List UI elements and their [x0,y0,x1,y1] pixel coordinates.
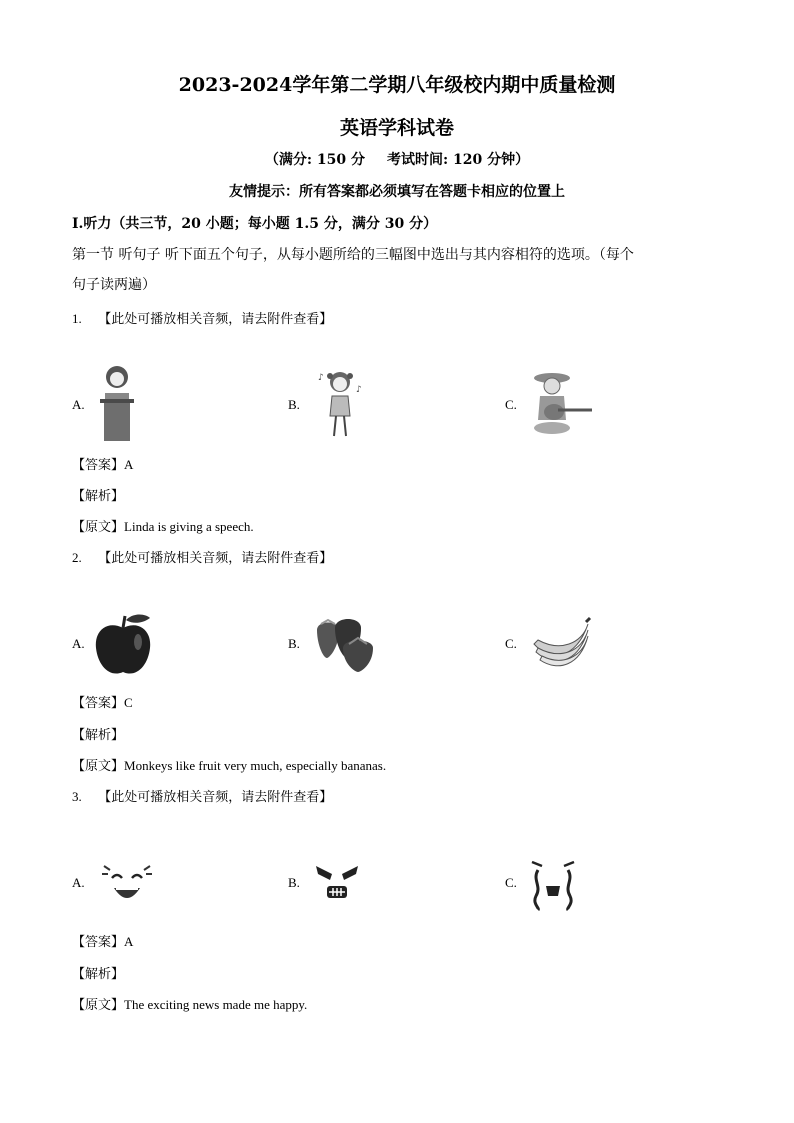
original-row [72,516,254,535]
option-c-label: C. [505,397,517,412]
original-label: 【原文】 [72,998,125,1013]
option-c-label: C. [505,875,517,890]
question-3-header [72,786,332,805]
original-text: The exciting news made me happy. [124,997,308,1012]
girl-at-podium-image [92,365,142,443]
strawberries-image [313,614,377,674]
question-1-header [72,308,332,327]
audio-note: 【此处可播放相关音频，请去附件查看】 [98,551,333,566]
score-info: （满分: 150 分 [264,152,365,168]
happy-face-image [100,858,154,910]
time-info: 考试时间: 120 分钟） [387,152,530,168]
original-text: Monkeys like fruit very much, especially bananas. [124,758,387,773]
crying-face-image [528,856,578,912]
svg-text:♪: ♪ [318,373,324,383]
answer-value: A [124,457,134,472]
audio-note: 【此处可播放相关音频，请去附件查看】 [98,312,333,327]
question-number: 3. [72,789,82,804]
answer-row [72,692,133,711]
angry-face-image [314,858,360,906]
exam-title: 2023-2024学年第二学期八年级校内期中质量检测 [178,74,616,96]
section-heading: I.听力（共三节，20 小题；每小题 1.5 分，满分 30 分） [72,216,438,232]
instruction-line-2: 句子读两遍） [72,277,156,293]
original-label: 【原文】 [72,520,125,535]
option-a-label: A. [72,875,85,890]
svg-text:♪: ♪ [356,385,362,395]
answer-value: A [124,934,134,949]
instruction-line-1: 第一节 听句子 听下面五个句子，从每小题所给的三幅图中选出与其内容相符的选项。（每个 [72,247,634,263]
audio-note: 【此处可播放相关音频，请去附件查看】 [98,790,333,805]
girl-playing-guitar-image [528,370,594,436]
subject-title: 英语学科试卷 [339,117,454,139]
analysis-label: 【解析】 [72,489,125,504]
answer-label: 【答案】 [72,458,125,473]
original-label: 【原文】 [72,759,125,774]
score-time-info [0,149,794,169]
answer-row [72,931,133,950]
option-b-label: B. [288,636,300,651]
option-b-label: B. [288,397,300,412]
answer-row [72,454,133,473]
original-row [72,994,307,1013]
question-number: 2. [72,550,82,565]
option-a-label: A. [72,636,85,651]
original-row [72,755,386,774]
apple-image [92,612,154,678]
notice: 友情提示：所有答案都必须填写在答题卡相应的位置上 [229,184,565,200]
bananas-image [530,614,592,672]
analysis-label: 【解析】 [72,967,125,982]
question-2-header [72,547,332,566]
option-c-label: C. [505,636,517,651]
girl-singing-image [316,368,364,440]
original-text: Linda is giving a speech. [124,519,254,534]
option-a-label: A. [72,397,85,412]
question-number: 1. [72,311,82,326]
analysis-label: 【解析】 [72,728,125,743]
option-b-label: B. [288,875,300,890]
answer-label: 【答案】 [72,935,125,950]
answer-label: 【答案】 [72,696,125,711]
answer-value: C [124,695,133,710]
